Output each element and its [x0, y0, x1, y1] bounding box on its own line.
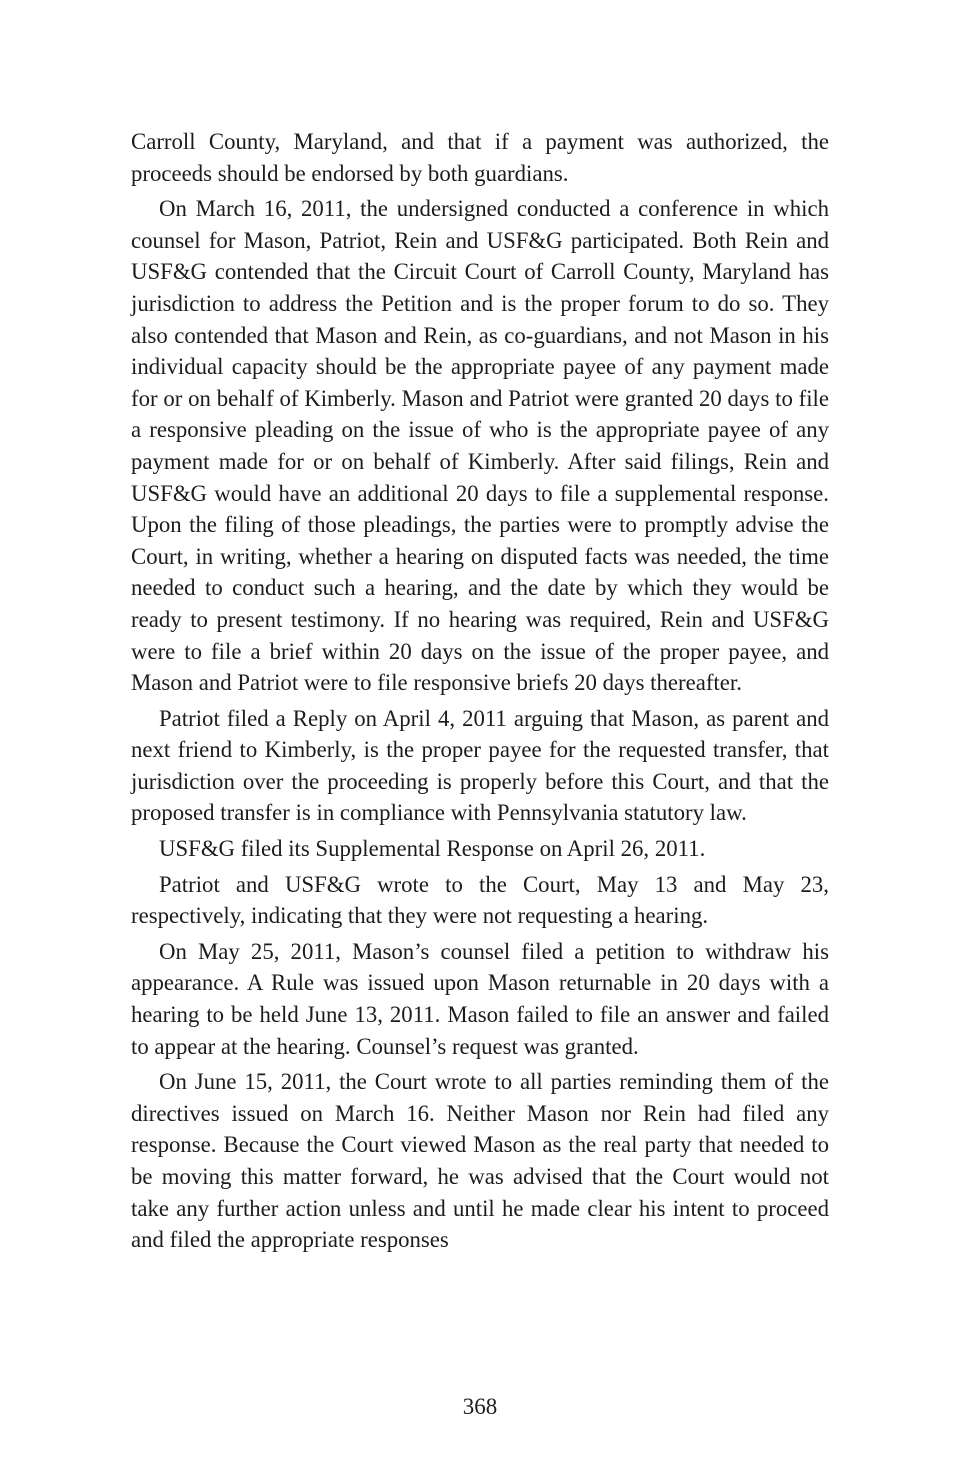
page-number: 368: [462, 1394, 498, 1419]
paragraph-continuation: Carroll County, Maryland, and that if a payment was authorized, the proceeds should be endorsed by both guardians.: [131, 129, 829, 186]
paragraph-court-reminder: On June 15, 2011, the Court wrote to all parties reminding them of the directives issued on March 16. Neither Mason nor Rein had filed any response. Because the Court viewed Mason as the real party that needed to be moving this matter forward, he was advised that the Court would not take any further action unless and until he made clear his intent to proceed and filed the appropriate responses: [131, 1069, 829, 1253]
paragraph-no-hearing: Patriot and USF&G wrote to the Court, May 13 and May 23, respectively, indicating that they were not requesting a hearing.: [131, 871, 829, 929]
body-text: [131, 126, 829, 1260]
paragraph-counsel-withdraw: On May 25, 2011, Mason’s counsel filed a petition to withdraw his appearance. A Rule was issued upon Mason returnable in 20 days with a hearing to be held June 13, 2011. Mason failed to file an answer and failed to appear at the hearing. Counsel’s request was granted.: [131, 938, 829, 1059]
paragraph-patriot-reply: Patriot filed a Reply on April 4, 2011 arguing that Mason, as parent and next friend to Kimberly, is the proper payee for the requested transfer, that jurisdiction over the proceeding is properly before this Court, and that the proposed transfer is in compliance with Pennsylvania statutory law.: [131, 705, 829, 826]
paragraph-march-conference: On March 16, 2011, the undersigned conducted a conference in which counsel for Mason, Patriot, Rein and USF&G participated. Both Rein and USF&G contended that the Circuit Court of Carroll County, Maryland has jurisdiction to address the Petition and is the proper forum to do so. They also contended that Mason and Rein, as co-guardians, and not Mason in his individual capacity should be the appropriate payee of any payment made for or on behalf of Kimberly. Mason and Patriot were granted 20 days to file a responsive pleading on the issue of who is the appropriate payee of any payment made for or on behalf of Kimberly. After said filings, Rein and USF&G would have an additional 20 days to file a supplemental response. Upon the filing of those pleadings, the parties were to promptly advise the Court, in writing, whether a hearing on disputed facts was needed, the time needed to conduct such a hearing, and the date by which they would be ready to present testimony. If no hearing was required, Rein and USF&G were to file a brief within 20 days on the issue of the proper payee, and Mason and Patriot were to file responsive briefs 20 days thereafter.: [131, 196, 829, 696]
paragraph-usfg-supplemental: USF&G filed its Supplemental Response on April 26, 2011.: [159, 836, 706, 862]
